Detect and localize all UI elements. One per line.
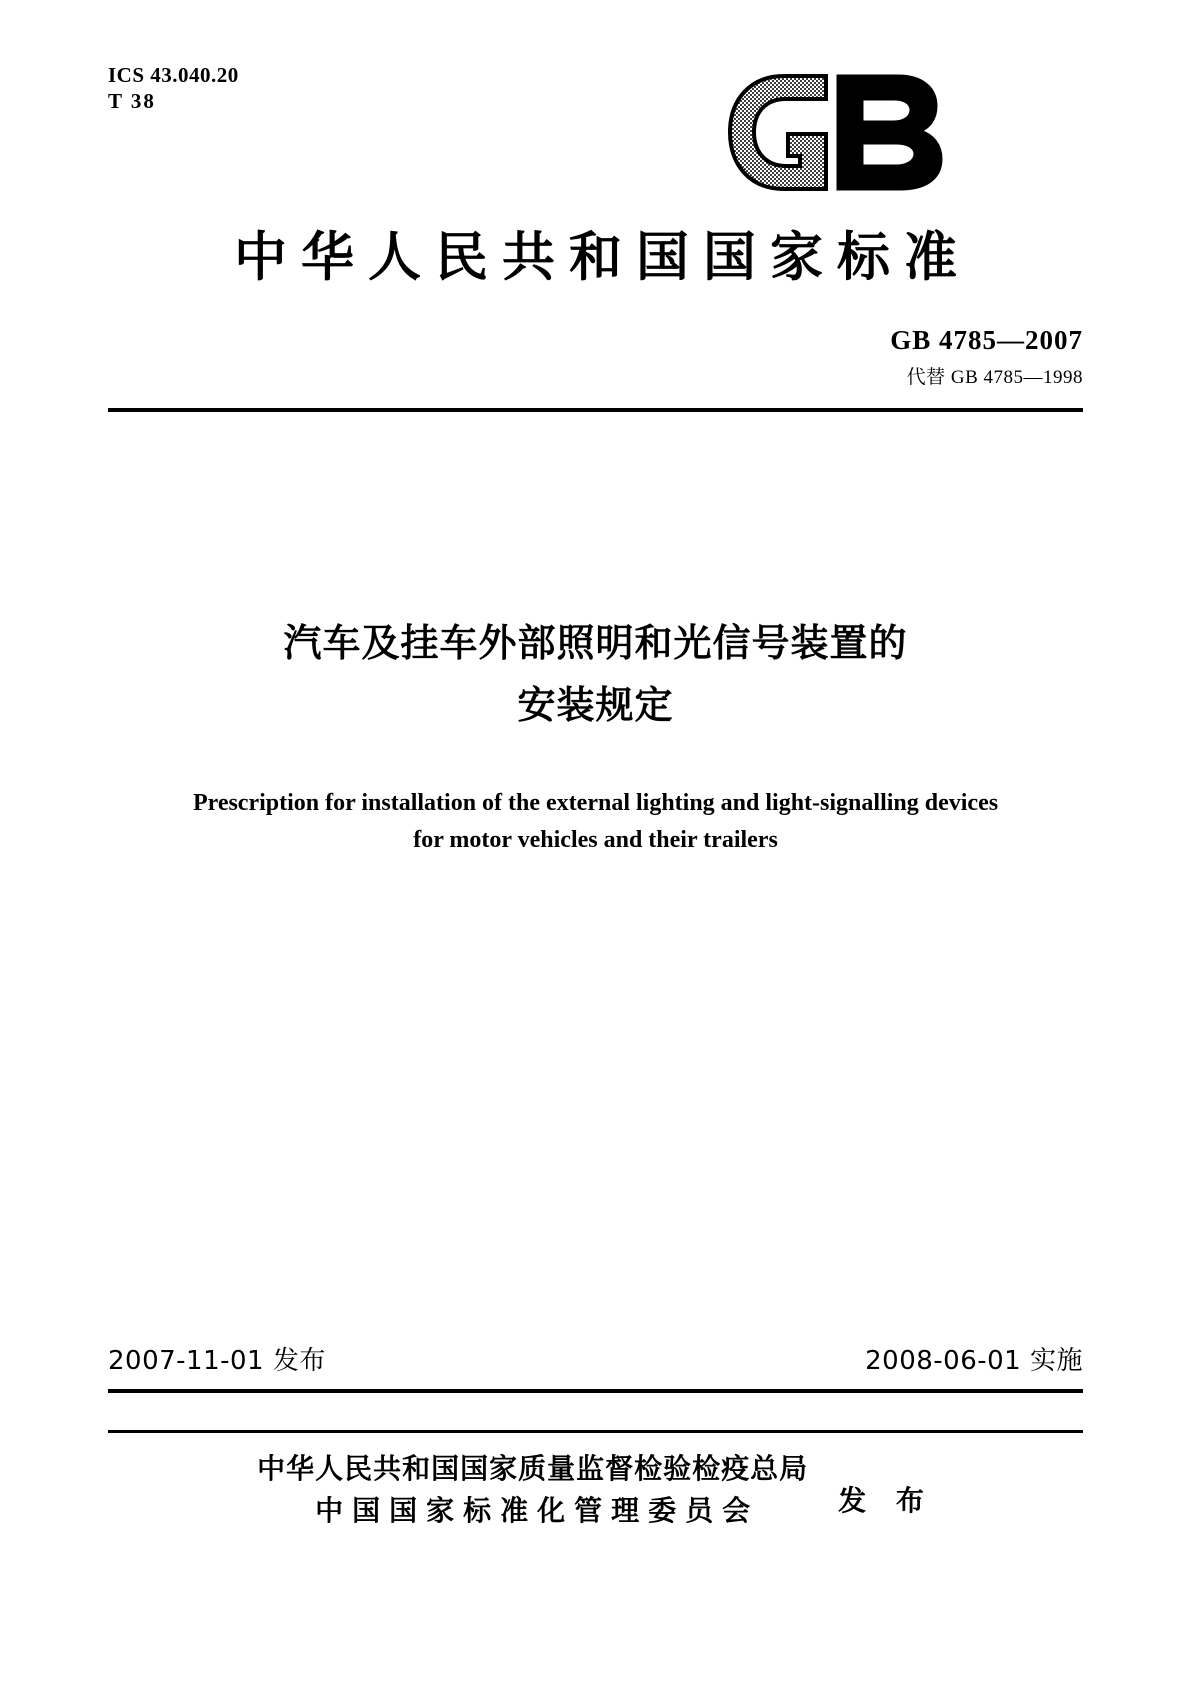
standard-replaces: 代替 GB 4785—1998: [906, 367, 1083, 388]
divider-bottom: [108, 1389, 1083, 1393]
divider-footer: [108, 1430, 1083, 1433]
publisher-line-1: 中华人民共和国国家质量监督检验检疫总局: [257, 1452, 809, 1485]
ics-code: ICS 43.040.20: [108, 63, 239, 87]
document-title-cn: [0, 612, 1191, 736]
issue-date: 2007-11-01 发布: [108, 1346, 326, 1376]
gb-logo-icon: [722, 70, 962, 195]
standard-number-block: [890, 325, 1083, 389]
national-standard-title: 中华人民共和国国家标准: [234, 227, 971, 288]
publish-verb: 发 布: [838, 1484, 934, 1517]
ics-block: [108, 62, 239, 114]
divider-top: [108, 408, 1083, 412]
publisher-names: [257, 1448, 808, 1532]
document-title-en-line1: Prescription for installation of the external lighting and light-signalling devices: [192, 790, 999, 816]
document-title-cn-line1: 汽车及挂车外部照明和光信号装置的: [283, 621, 908, 665]
publisher-line-2: 中国国家标准化管理委员会: [315, 1494, 760, 1527]
document-title-en-line2: for motor vehicles and their trailers: [413, 827, 778, 853]
document-title-en: [120, 785, 1071, 859]
implementation-date: 2008-06-01 实施: [865, 1346, 1083, 1376]
document-title-cn-line2: 安装规定: [517, 683, 674, 727]
publisher-block: [0, 1448, 1191, 1532]
standard-number: GB 4785—2007: [890, 325, 1083, 355]
classification-code: T 38: [108, 89, 156, 113]
